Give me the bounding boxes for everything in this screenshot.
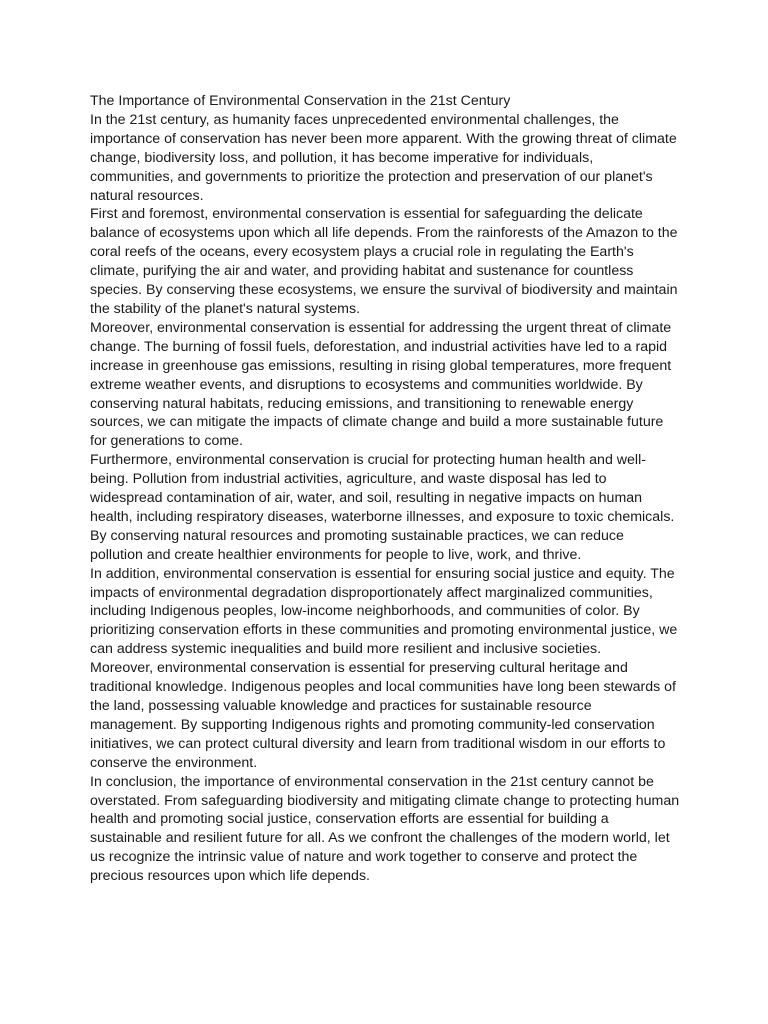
document-body: [90, 92, 680, 886]
paragraph-conclusion: In conclusion, the importance of environmental conservation in the 21st century cannot be overstated. From safeguarding biodiversity and mitigating climate change to protecting human health and promoting social justice, conservation efforts are essential for building a sustainable and resilient future for all. As we confront the challenges of the modern world, let us recognize the intrinsic value of nature and work together to conserve and protect the precious resources upon which life depends.: [90, 773, 680, 885]
paragraph-introduction: In the 21st century, as humanity faces unprecedented environmental challenges, the importance of conservation has never been more apparent. With the growing threat of climate change, biodiversity loss, and pollution, it has become imperative for individuals, communities, and governments to prioritize the protection and preservation of our planet's natural resources.: [90, 111, 677, 204]
paragraph-human-health: Furthermore, environmental conservation is crucial for protecting human health and well-being. Pollution from industrial activities, agriculture, and waste disposal has led to widespread contamination of air, water, and soil, resulting in negative impacts on human health, including respiratory diseases, waterborne illnesses, and exposure to toxic chemicals. By conserving natural resources and promoting sustainable practices, we can reduce pollution and create healthier environments for people to live, work, and thrive.: [90, 452, 675, 563]
paragraph-social-justice: In addition, environmental conservation is essential for ensuring social justice and equity. The impacts of environmental degradation disproportionately affect marginalized communities, including Indigenous peoples, low-income neighborhoods, and communities of color. By prioritizing conservation efforts in these communities and promoting environmental justice, we can address systemic inequalities and build more resilient and inclusive societies.: [90, 565, 678, 658]
paragraph-cultural-heritage: Moreover, environmental conservation is essential for preserving cultural heritage and traditional knowledge. Indigenous peoples and local communities have long been stewards of the land, possessing valuable knowledge and practices for sustainable resource management. By supporting Indigenous rights and promoting community-led conservation initiatives, we can protect cultural diversity and learn from traditional wisdom in our efforts to conserve the environment.: [90, 660, 677, 771]
paragraph-climate-change: Moreover, environmental conservation is essential for addressing the urgent threat of climate change. The burning of fossil fuels, deforestation, and industrial activities have led to a rapid increase in greenhouse gas emissions, resulting in rising global temperatures, more frequent extreme weather events, and disruptions to ecosystems and communities worldwide. By conserving natural habitats, reducing emissions, and transitioning to renewable energy sources, we can mitigate the impacts of climate change and build a more sustainable future for generations to come.: [90, 319, 672, 450]
document-title: The Importance of Environmental Conservation in the 21st Century: [90, 93, 511, 109]
paragraph-ecosystems: First and foremost, environmental conservation is essential for safeguarding the delicate balance of ecosystems upon which all life depends. From the rainforests of the Amazon to the coral reefs of the oceans, every ecosystem plays a crucial role in regulating the Earth's climate, purifying the air and water, and providing habitat and sustenance for countless species. By conserving these ecosystems, we ensure the survival of biodiversity and maintain the stability of the planet's natural systems.: [90, 206, 678, 317]
